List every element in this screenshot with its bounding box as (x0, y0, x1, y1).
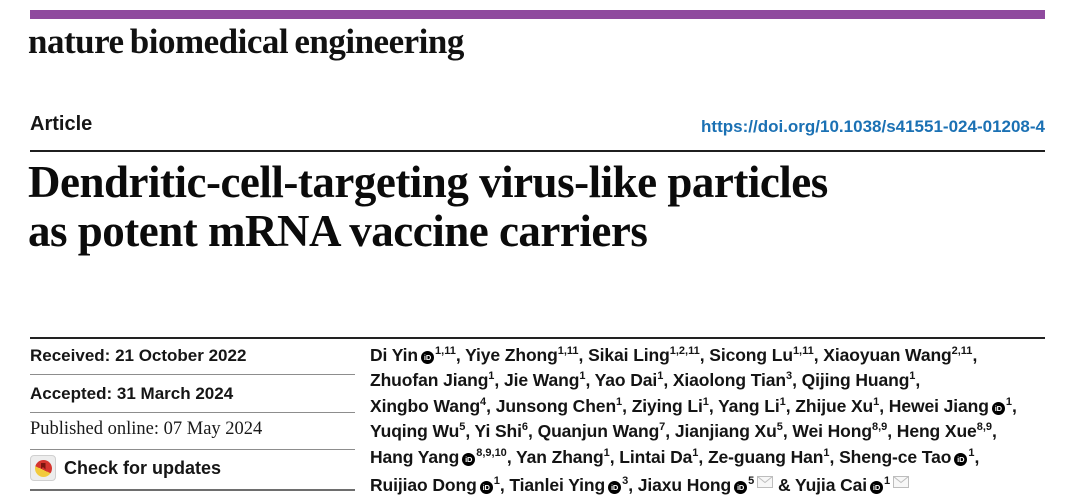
affiliation-superscript: 1,11 (435, 345, 456, 358)
author: Ruijiao Dong $iD^1$ (370, 475, 500, 496)
author: Sikai Ling$^{1,2,11}$ (588, 345, 700, 365)
header-divider (30, 150, 1045, 152)
affiliation-superscript: 1 (873, 395, 880, 408)
author: Jie Wang$^1$ (503, 370, 586, 391)
author: Jianjiang Xu$^5$ (674, 421, 783, 442)
author: Wei Hong$^{8,9}$ (792, 421, 888, 442)
orcid-icon[interactable]: iD (734, 481, 747, 494)
published-value: 07 May 2024 (163, 419, 263, 439)
affiliation-superscript: 5 (776, 421, 783, 434)
title-line-1: Dendritic-cell-targeting virus-like particles (28, 157, 828, 207)
email-icon[interactable] (893, 470, 909, 495)
affiliation-superscript: 1,2,11 (669, 345, 700, 358)
article-title (28, 158, 1038, 256)
crossmark-icon (30, 455, 56, 481)
author: Sicong Lu$^{1,11}$ (709, 345, 814, 365)
author: Hewei Jiang $iD^1$ (888, 395, 1012, 416)
affiliation-superscript: 1 (823, 446, 830, 459)
affiliation-superscript: 5 (459, 421, 466, 434)
author: Di Yin iD$^{1,11}$ (370, 345, 456, 365)
affiliation-superscript: 1 (603, 446, 610, 459)
affiliation-superscript: 6 (521, 421, 529, 434)
author: Xiaolong Tian$^3$ (672, 370, 793, 391)
affiliation-superscript: 1 (493, 475, 500, 488)
author: Yujia Cai $iD^1$ (795, 475, 909, 495)
email-icon[interactable] (757, 470, 773, 495)
author: Ziying Li$^1$ (631, 395, 709, 416)
author: Quanjun Wang$^7$ (537, 421, 666, 442)
check-for-updates-label: Check for updates (64, 457, 222, 478)
author: Yuqing Wu$^5$ (370, 421, 466, 442)
author: Qijing Huang$^1$ (801, 370, 916, 391)
published-label: Published online: (30, 419, 159, 439)
affiliation-superscript: 1 (1005, 395, 1012, 408)
affiliation-superscript: 1 (616, 395, 623, 408)
author: Xiaoyuan Wang$^{2,11}$ (823, 345, 973, 365)
affiliation-superscript: 8,9 (871, 421, 888, 434)
author-line: Yuqing Wu$^5$, Yi Shi$^6$, Quanjun Wang$^7$, Jianjiang Xu$^5$, Wei Hong$^{8,9}$, Heng Xue$^{8,9}$, (370, 421, 997, 442)
author-line: Di Yin iD$^{1,11}$, Yiye Zhong$^{1,11}$, Sikai Ling$^{1,2,11}$, Sicong Lu$^{1,11}$, Xiaoyuan Wang$^{2,11}$, (370, 345, 978, 365)
affiliation-superscript: 1 (909, 370, 916, 383)
author: Tianlei Ying $iD^3$ (509, 475, 629, 496)
received-label: Received: (30, 346, 111, 365)
title-line-2: as potent mRNA vaccine carriers (28, 206, 648, 256)
affiliation-superscript: 2,11 (951, 345, 973, 358)
orcid-icon[interactable]: iD (480, 481, 493, 494)
article-type-label: Article (30, 113, 93, 135)
metadata-top-divider (30, 337, 1045, 339)
author: Yiye Zhong$^{1,11}$ (465, 345, 579, 365)
author: Yi Shi$^6$ (474, 421, 529, 442)
author: Yao Dai$^1$ (594, 370, 664, 391)
affiliation-superscript: 8,9,10 (476, 446, 507, 459)
affiliation-superscript: 1 (884, 475, 891, 488)
metadata-divider (30, 449, 355, 450)
affiliation-superscript: 4 (480, 395, 487, 408)
author: Heng Xue$^{8,9}$ (896, 421, 992, 442)
metadata-bottom-divider (30, 489, 355, 491)
author: Lintai Da$^1$ (619, 446, 699, 467)
received-date-row (30, 346, 355, 366)
affiliation-superscript: 3 (785, 370, 793, 383)
author: Zhuofan Jiang$^1$ (370, 370, 495, 391)
author-line: Ruijiao Dong $iD^1$, Tianlei Ying $iD^3$, Jiaxu Hong $iD^5$ & Yujia Cai $iD^1$ (370, 470, 1060, 498)
affiliation-superscript: 1 (657, 370, 664, 383)
affiliation-superscript: 3 (622, 475, 629, 488)
author: Sheng-ce Tao $iD^1$ (839, 446, 975, 467)
author: Yan Zhang$^1$ (516, 446, 610, 467)
journal-logo: nature biomedical engineering (28, 22, 464, 61)
published-date-row (30, 419, 355, 440)
affiliation-superscript: 1 (488, 370, 495, 383)
orcid-icon[interactable]: iD (954, 453, 967, 466)
author-line: Zhuofan Jiang$^1$, Jie Wang$^1$, Yao Dai$^1$, Xiaolong Tian$^3$, Qijing Huang$^1$, (370, 370, 921, 391)
affiliation-superscript: 1,11 (792, 345, 814, 358)
affiliation-superscript: 8,9 (976, 421, 992, 434)
orcid-icon[interactable]: iD (421, 351, 434, 364)
author: Zhijue Xu$^1$ (795, 395, 880, 416)
metadata-divider (30, 412, 355, 413)
affiliation-superscript: 1 (692, 446, 699, 459)
author-line: Xingbo Wang$^4$, Junsong Chen$^1$, Ziying Li$^1$, Yang Li$^1$, Zhijue Xu$^1$, Hewei Jiang $iD^1$, (370, 395, 1017, 416)
author: Junsong Chen$^1$ (495, 395, 623, 416)
author-line: Hang Yang iD$^{8,9,10}$, Yan Zhang$^1$, Lintai Da$^1$, Ze-guang Han$^1$, Sheng-ce Tao $iD^1$, (370, 446, 980, 467)
orcid-icon[interactable]: iD (608, 481, 621, 494)
author: Ze-guang Han$^1$ (707, 446, 830, 467)
author-list (370, 343, 1060, 498)
journal-brand-bar (30, 10, 1045, 19)
received-value: 21 October 2022 (115, 346, 247, 365)
metadata-divider (30, 374, 355, 375)
affiliation-superscript: 1 (779, 395, 786, 408)
accepted-label: Accepted: (30, 384, 113, 403)
affiliation-superscript: 7 (659, 421, 666, 434)
author: Jiaxu Hong $iD^5$ (638, 475, 773, 495)
author: Xingbo Wang$^4$ (370, 395, 487, 416)
affiliation-superscript: 1,11 (557, 345, 579, 358)
crossmark-circle (35, 460, 52, 477)
author: Hang Yang iD$^{8,9,10}$ (370, 446, 507, 467)
orcid-icon[interactable]: iD (870, 481, 883, 494)
orcid-icon[interactable]: iD (462, 453, 475, 466)
affiliation-superscript: 1 (579, 370, 586, 383)
affiliation-superscript: 1 (968, 446, 975, 459)
accepted-value: 31 March 2024 (116, 384, 234, 403)
author: Yang Li$^1$ (718, 395, 786, 416)
crossmark-bookmark (41, 463, 46, 470)
doi-link[interactable]: https://doi.org/10.1038/s41551-024-01208-4 (701, 117, 1045, 136)
accepted-date-row (30, 384, 355, 404)
affiliation-superscript: 1 (702, 395, 709, 408)
orcid-icon[interactable]: iD (992, 402, 1005, 415)
check-for-updates-button[interactable] (30, 455, 221, 481)
affiliation-superscript: 5 (748, 475, 755, 488)
